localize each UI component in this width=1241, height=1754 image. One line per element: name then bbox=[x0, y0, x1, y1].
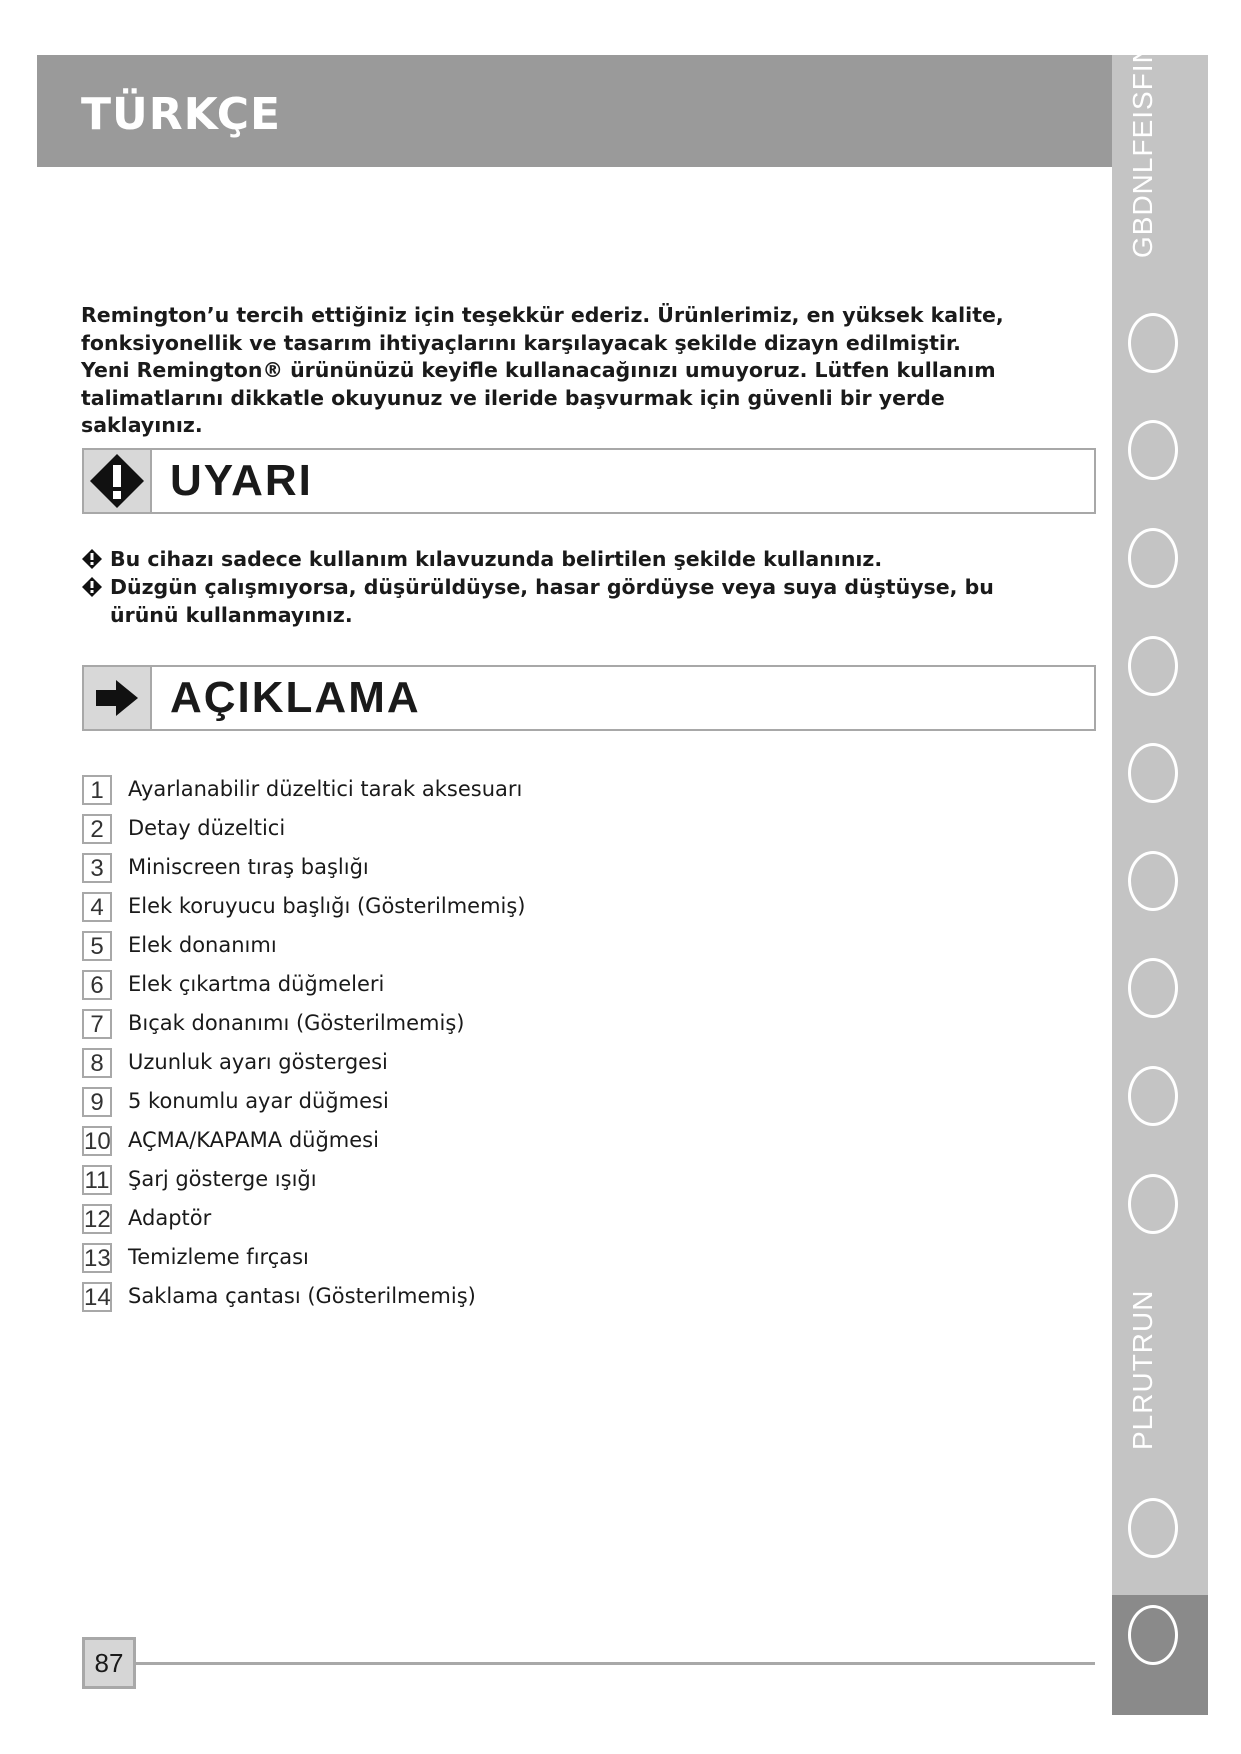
language-tab-marker[interactable] bbox=[1128, 1066, 1178, 1126]
part-label: Ayarlanabilir düzeltici tarak aksesuarı bbox=[128, 777, 523, 801]
part-label: AÇMA/KAPAMA düğmesi bbox=[128, 1128, 379, 1152]
intro-line: fonksiyonellik ve tasarım ihtiyaçlarını karşılayacak şekilde dizayn edilmiştir. bbox=[81, 330, 961, 355]
language-tab-marker[interactable] bbox=[1128, 743, 1178, 803]
warning-title: UYARI bbox=[170, 456, 313, 505]
intro-paragraph bbox=[81, 302, 1041, 440]
part-number: 8 bbox=[82, 1048, 112, 1078]
language-tab-marker[interactable] bbox=[1128, 528, 1178, 588]
part-number: 10 bbox=[84, 1128, 111, 1155]
part-label: Saklama çantası (Gösterilmemiş) bbox=[128, 1284, 476, 1308]
part-number: 4 bbox=[82, 892, 112, 922]
language-tab-marker[interactable] bbox=[1128, 636, 1178, 696]
arrow-right-icon bbox=[84, 667, 152, 729]
part-number: 12 bbox=[84, 1206, 111, 1233]
part-label: Elek koruyucu başlığı (Gösterilmemiş) bbox=[128, 894, 526, 918]
part-label: Şarj gösterge ışığı bbox=[128, 1167, 317, 1191]
description-section-header bbox=[82, 665, 1096, 731]
part-number: 2 bbox=[82, 814, 112, 844]
part-number: 13 bbox=[84, 1245, 111, 1272]
language-tab-marker[interactable] bbox=[1128, 1498, 1178, 1558]
part-label: Miniscreen tıraş başlığı bbox=[128, 855, 369, 879]
part-number: 6 bbox=[82, 970, 112, 1000]
part-label: Detay düzeltici bbox=[128, 816, 286, 840]
part-label: 5 konumlu ayar düğmesi bbox=[128, 1089, 389, 1113]
part-number: 11 bbox=[82, 1165, 112, 1195]
warning-section-header bbox=[82, 448, 1096, 514]
description-title: AÇIKLAMA bbox=[170, 673, 421, 722]
part-label: Elek çıkartma düğmeleri bbox=[128, 972, 385, 996]
part-number: 7 bbox=[82, 1009, 112, 1039]
header-bar bbox=[37, 55, 1115, 167]
part-number: 3 bbox=[82, 853, 112, 883]
intro-line: talimatlarını dikkatle okuyunuz ve ileride başvurmak için güvenli bir yerde saklayınız. bbox=[81, 385, 945, 437]
language-tab-marker[interactable] bbox=[1128, 420, 1178, 480]
part-number: 9 bbox=[82, 1087, 112, 1117]
part-label: Temizleme fırçası bbox=[128, 1245, 309, 1269]
page-number: 87 bbox=[82, 1637, 136, 1689]
warning-bullet-icon bbox=[82, 549, 102, 569]
intro-line: Yeni Remington® ürününüzü keyifle kullanacağınızı umuyoruz. Lütfen kullanım bbox=[81, 358, 996, 382]
warning-item-text: Bu cihazı sadece kullanım kılavuzunda belirtilen şekilde kullanınız. bbox=[110, 547, 883, 571]
part-number: 1 bbox=[82, 775, 112, 805]
language-tab-marker[interactable] bbox=[1128, 1174, 1178, 1234]
part-number: 5 bbox=[82, 931, 112, 961]
part-number: 14 bbox=[84, 1284, 111, 1311]
part-label: Adaptör bbox=[128, 1206, 212, 1230]
warning-list bbox=[82, 545, 1022, 629]
warning-item bbox=[82, 573, 1022, 629]
footer-divider bbox=[135, 1662, 1095, 1665]
language-tab-marker[interactable] bbox=[1128, 851, 1178, 911]
warning-icon bbox=[84, 450, 152, 512]
warning-item-text: Düzgün çalışmıyorsa, düşürüldüyse, hasar gördüyse veya suya düştüyse, bu ürünü kullanmayınız. bbox=[110, 575, 994, 627]
warning-item bbox=[82, 545, 1022, 573]
part-label: Uzunluk ayarı göstergesi bbox=[128, 1050, 388, 1074]
part-label: Bıçak donanımı (Gösterilmemiş) bbox=[128, 1011, 465, 1035]
language-tab-marker[interactable] bbox=[1128, 958, 1178, 1018]
intro-line: Remington’u tercih ettiğiniz için teşekkür ederiz. Ürünlerimiz, en yüksek kalite, bbox=[81, 303, 1004, 327]
part-label: Elek donanımı bbox=[128, 933, 277, 957]
language-tab-marker-active[interactable] bbox=[1128, 1605, 1178, 1665]
warning-bullet-icon bbox=[82, 577, 102, 597]
side-tab-label-bottom: PLRUTRUN bbox=[1127, 1289, 1158, 1450]
page-title: TÜRKÇE bbox=[81, 89, 282, 140]
language-tab-marker[interactable] bbox=[1128, 313, 1178, 373]
side-tab-label-top: GBDNLFEISFIN bbox=[1127, 42, 1158, 258]
